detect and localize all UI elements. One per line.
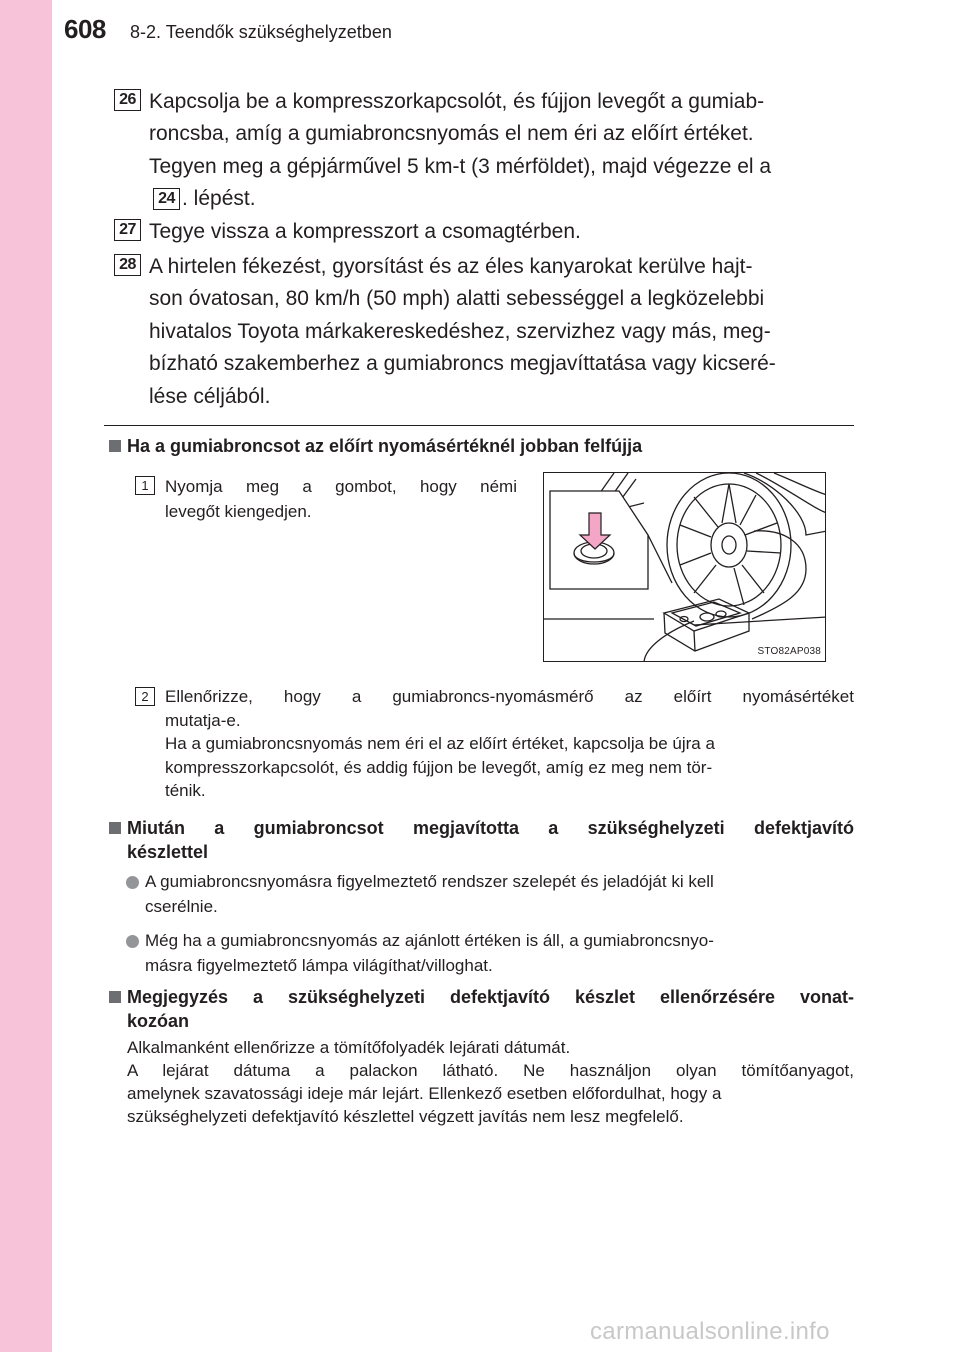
text-line: Tegyen meg a gépjárművel 5 km-t (3 mérföldet), majd végezze el a <box>149 154 772 178</box>
side-color-band <box>0 0 52 1352</box>
section-heading: Miután a gumiabroncsot megjavította a szükséghelyzeti defektjavító készlettel <box>109 816 854 864</box>
section-heading: Ha a gumiabroncsot az előírt nyomásértéknél jobban felfújja <box>109 434 854 458</box>
text-line: amelynek szavatossági ideje már lejárt. Ellenkező esetben előfordulhat, hogy a <box>127 1084 722 1103</box>
text-line <box>149 183 854 215</box>
text-line: roncsba, amíg a gumiabroncsnyomás el nem éri az előírt értéket. <box>149 122 754 146</box>
circle-bullet-icon <box>126 876 139 889</box>
text-line: szükséghelyzeti defektjavító készlettel végzett javítás nem lesz megfelelő. <box>127 1107 684 1126</box>
step-number-box: 26 <box>114 89 141 111</box>
note-text <box>127 1036 854 1128</box>
page-number: 608 <box>64 14 106 44</box>
text-line: hivatalos Toyota márkakereskedéshez, szervizhez vagy más, meg- <box>149 319 771 343</box>
substep-number-box: 2 <box>135 687 155 706</box>
text-line: Tegye vissza a kompresszort a csomagtérben. <box>149 220 581 243</box>
text-line: ténik. <box>165 781 206 800</box>
text-line: Ha a gumiabroncsnyomás nem éri el az előírt értéket, kapcsolja be újra a <box>165 734 715 753</box>
list-item: A gumiabroncsnyomásra figyelmeztető rendszer szelepét és jeladóját ki kell cserélnie. <box>126 870 854 919</box>
step-reference-suffix: . lépést. <box>182 187 256 211</box>
text-line: levegőt kiengedjen. <box>165 502 312 521</box>
section-heading: Megjegyzés a szükséghelyzeti defektjavító készlet ellenőrzésére vonat- kozóan <box>109 985 854 1033</box>
watermark: carmanualsonline.info <box>590 1318 830 1345</box>
text-line: A lejárat dátuma a palackon látható. Ne használjon olyan tömítőanyagot, <box>127 1061 854 1080</box>
step-reference-box: 24 <box>153 188 180 210</box>
list-item: Még ha a gumiabroncsnyomás az ajánlott értéken is áll, a gumiabroncsnyo- másra figyelmeztető lámpa világíthat/villoghat. <box>126 929 854 978</box>
text-line: Kapcsolja be a kompresszorkapcsolót, és fújjon levegőt a gumiab- <box>149 90 765 113</box>
step-text <box>149 251 854 413</box>
text-line: Ellenőrizze, hogy a gumiabroncs-nyomásmérő az előírt nyomásértéket <box>165 687 854 706</box>
step-number-box: 28 <box>114 254 141 276</box>
section-divider <box>104 425 854 426</box>
compressor-illustration <box>544 473 826 662</box>
substep-number-box: 1 <box>135 476 155 495</box>
step-text <box>149 216 854 248</box>
text-line: Nyomja meg a gombot, hogy némi <box>165 477 517 496</box>
text-line: A hirtelen fékezést, gyorsítást és az éles kanyarokat kerülve hajt- <box>149 255 753 278</box>
text-line: mutatja-e. <box>165 710 241 730</box>
substep-text <box>165 474 517 524</box>
square-bullet-icon <box>109 822 121 834</box>
figure-code: STO82AP038 <box>757 646 821 657</box>
chapter-title: 8-2. Teendők szükséghelyzetben <box>130 22 392 42</box>
text-line: lése céljából. <box>149 384 271 408</box>
text-line: kompresszorkapcsolót, és addig fújjon be levegőt, amíg ez meg nem tör- <box>165 757 713 777</box>
square-bullet-icon <box>109 991 121 1003</box>
step-text <box>149 86 854 216</box>
square-bullet-icon <box>109 440 121 452</box>
text-line: Alkalmanként ellenőrizze a tömítőfolyadék lejárati dátumát. <box>127 1038 571 1057</box>
illustration-compressor-release-valve <box>543 472 826 662</box>
text-line: bízható szakemberhez a gumiabroncs megjavíttatása vagy kicseré- <box>149 352 776 376</box>
substep-text <box>165 685 854 803</box>
circle-bullet-icon <box>126 935 139 948</box>
step-number-box: 27 <box>114 219 141 241</box>
text-line: son óvatosan, 80 km/h (50 mph) alatti sebességgel a legközelebbi <box>149 287 765 311</box>
